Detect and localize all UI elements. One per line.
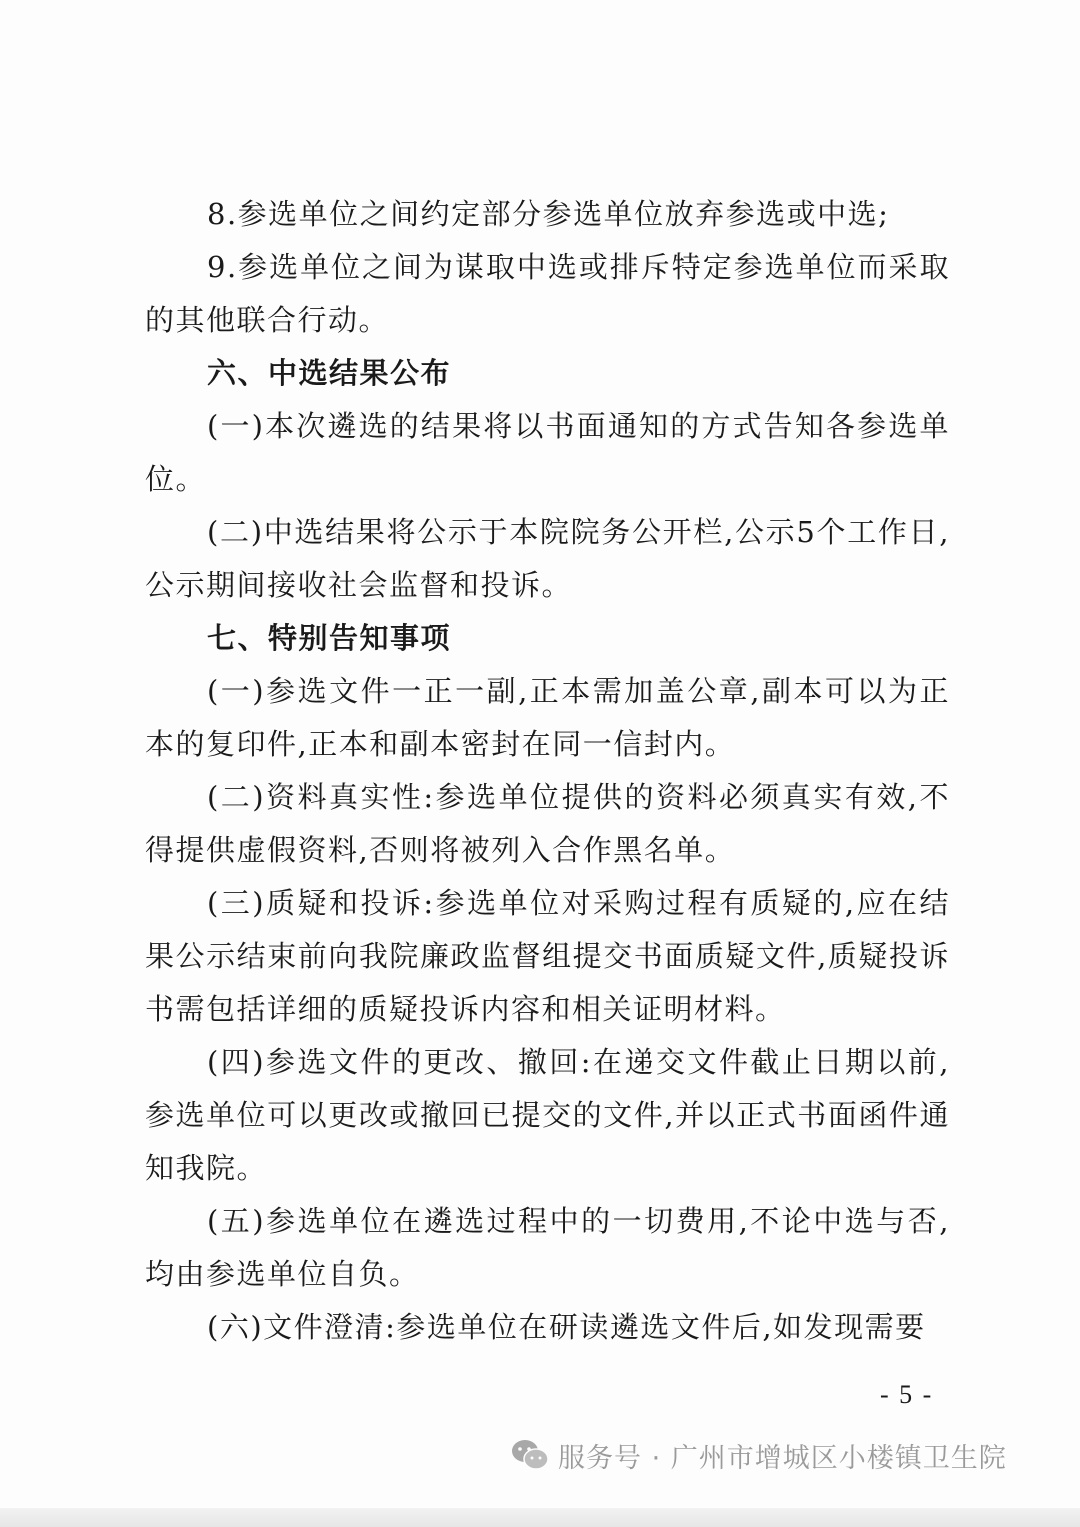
section-heading-6: 六、中选结果公布 — [207, 356, 452, 390]
paragraph-6-2: (二)中选结果将公示于本院院务公开栏,公示5个工作日,公示期间接收社会监督和投诉。 — [145, 515, 950, 602]
paragraph-item-8: 8.参选单位之间约定部分参选单位放弃参选或中选; — [207, 197, 890, 231]
paragraph-7-5: (五)参选单位在遴选过程中的一切费用,不论中选与否,均由参选单位自负。 — [145, 1204, 950, 1291]
paragraph-6-1: (一)本次遴选的结果将以书面通知的方式告知各参选单位。 — [145, 409, 950, 496]
page-number: - 5 - — [880, 1380, 934, 1409]
paragraph-7-6: (六)文件澄清:参选单位在研读遴选文件后,如发现需要 — [207, 1310, 926, 1344]
document-body — [145, 188, 950, 1354]
wechat-icon — [510, 1438, 550, 1472]
paragraph-7-4: (四)参选文件的更改、撤回:在递交文件截止日期以前,参选单位可以更改或撤回已提交的文件,并以正式书面函件通知我院。 — [145, 1045, 950, 1185]
watermark — [510, 1435, 1007, 1475]
paragraph-7-2: (二)资料真实性:参选单位提供的资料必须真实有效,不得提供虚假资料,否则将被列入合作黑名单。 — [145, 780, 950, 867]
watermark-text: 服务号 · 广州市增城区小楼镇卫生院 — [558, 1442, 1007, 1474]
scan-bottom-edge — [0, 1508, 1080, 1527]
paragraph-item-9: 9.参选单位之间为谋取中选或排斥特定参选单位而采取的其他联合行动。 — [145, 250, 950, 337]
section-heading-7: 七、特别告知事项 — [207, 621, 452, 655]
paragraph-7-1: (一)参选文件一正一副,正本需加盖公章,副本可以为正本的复印件,正本和副本密封在同一信封内。 — [145, 674, 950, 761]
paragraph-7-3: (三)质疑和投诉:参选单位对采购过程有质疑的,应在结果公示结束前向我院廉政监督组提交书面质疑文件,质疑投诉书需包括详细的质疑投诉内容和相关证明材料。 — [145, 886, 950, 1026]
